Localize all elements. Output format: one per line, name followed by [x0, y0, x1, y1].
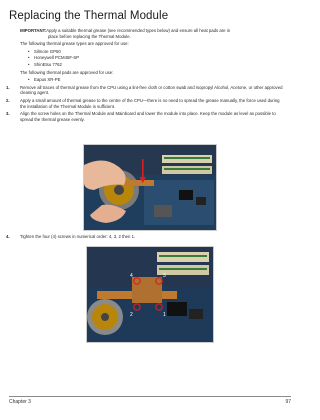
important-line-2: place before replacing the Thermal Module.: [48, 33, 131, 39]
screw-label-1: 1: [163, 312, 166, 318]
step-1: [6, 85, 286, 96]
thermal-module-install-photo: [83, 144, 217, 231]
step-4-container: [6, 232, 286, 242]
footer-rule: [9, 396, 291, 397]
grease-item: • ShinEtsu 7762: [28, 62, 286, 68]
pads-intro: The following thermal pads are approved for use:: [20, 69, 114, 75]
step-text: Remove all traces of thermal grease from the CPU using a lint-free cloth or cotton swab and Isopropyl Alcohol, Acetone, or other approved cleaning agent.: [20, 84, 283, 96]
arrow-line: [142, 159, 144, 179]
important-line-1: Apply a suitable thermal grease (see recommended types below) and ensure all heat pads are in: [46, 28, 231, 33]
steps-list: [6, 84, 286, 123]
step-3: [6, 111, 286, 122]
step-number: 2.: [6, 97, 10, 103]
screw-order-illustration: [87, 247, 213, 342]
pads-item: • Eapus XR-PE: [28, 77, 286, 83]
footer-page-number: 97: [285, 399, 291, 405]
pads-list: [20, 77, 286, 83]
grease-item: • Silmore GP50: [28, 49, 286, 55]
page-content: [6, 28, 286, 124]
page-title: Replacing the Thermal Module: [9, 10, 169, 22]
footer-chapter: Chapter 3: [9, 399, 31, 405]
step-number: 4.: [6, 234, 10, 239]
screw-label-2: 2: [130, 312, 133, 318]
screw-label-3: 3: [163, 273, 166, 279]
step-4: [6, 234, 286, 240]
grease-item: • Honeywell PCM45F-SP: [28, 55, 286, 61]
important-note: [20, 28, 286, 39]
step-text: Tighten the four (4) screws in numerical order: 4, 3, 2 then 1.: [20, 234, 136, 239]
step-number: 3.: [6, 111, 10, 117]
step-text: Align the screw holes on the Thermal Module and Mainboard and lower the module into place. Keep the module as level as possible to spread the thermal grease evenly.: [20, 111, 276, 122]
grease-list: [20, 49, 286, 68]
step-2: [6, 98, 286, 109]
screw-order-photo: [86, 246, 214, 343]
step-text: Apply a small amount of thermal grease to the centre of the CPU—there is no need to spread the grease manually, the force used during the installation of the Thermal Module is sufficient.: [20, 97, 280, 109]
screw-label-4: 4: [130, 273, 133, 279]
thermal-module-install-illustration: [84, 145, 216, 230]
step-number: 1.: [6, 84, 10, 90]
important-label: IMPORTANT:: [20, 28, 47, 33]
grease-intro: The following thermal grease types are approved for use:: [20, 41, 129, 47]
